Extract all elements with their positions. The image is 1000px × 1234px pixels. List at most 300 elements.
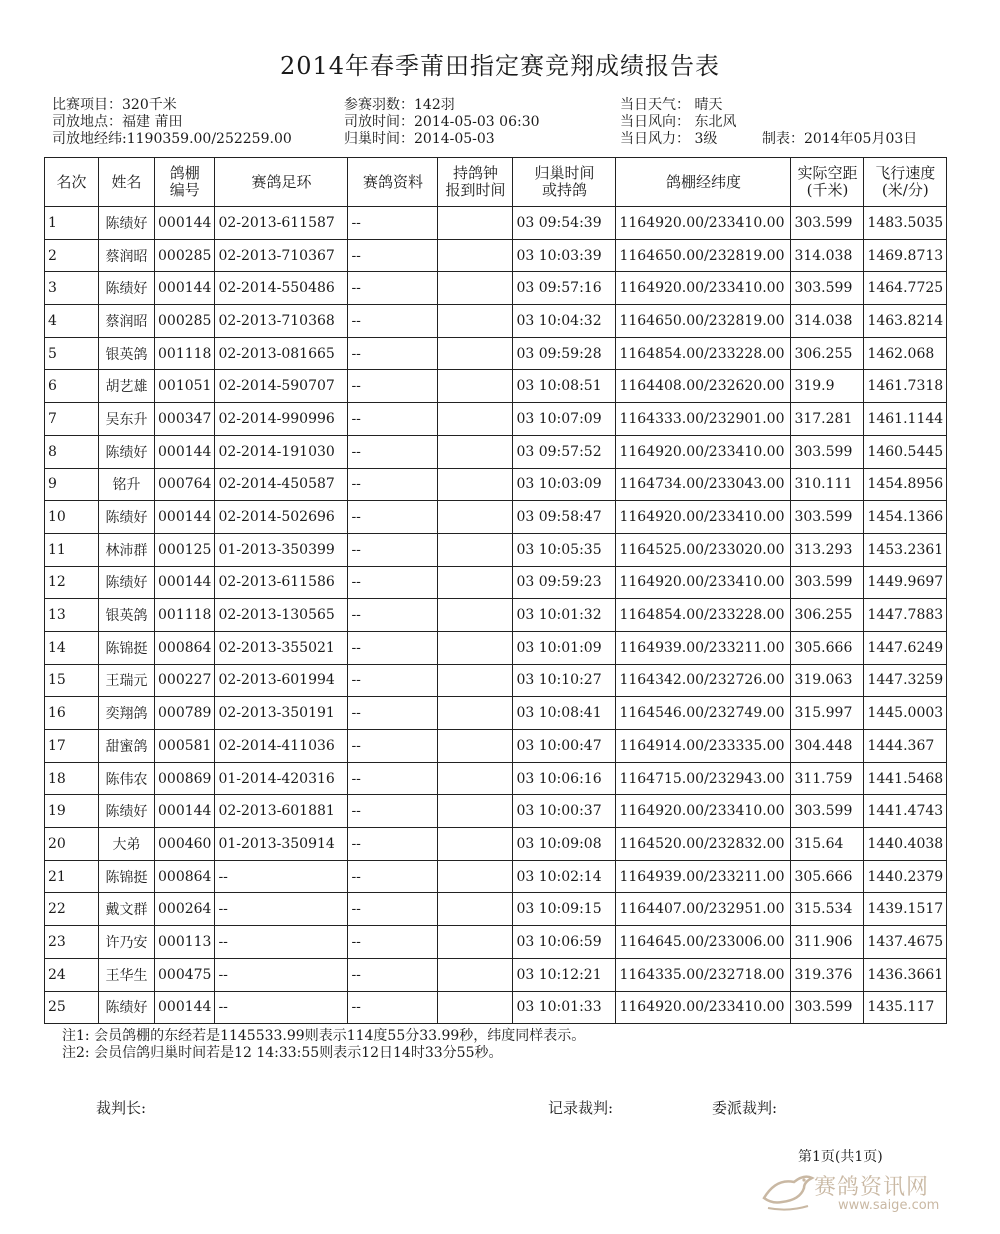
name-cell: 王瑞元 <box>99 664 155 697</box>
page-title: 2014年春季莆田指定赛竞翔成绩报告表 <box>279 52 721 80</box>
speed-cell: 1444.367 <box>864 730 947 763</box>
distance-cell: 311.906 <box>791 926 864 959</box>
loft-coords-cell: 1164920.00/233410.00 <box>616 207 791 240</box>
distance-cell: 303.599 <box>791 566 864 599</box>
pigeon-info-cell: -- <box>348 697 438 730</box>
column-header-line: 鸽棚 <box>169 164 200 182</box>
speed-cell: 1449.9697 <box>864 566 947 599</box>
loft-id-cell: 000864 <box>155 631 215 664</box>
table-row <box>45 860 947 893</box>
pigeon-info-cell: -- <box>348 730 438 763</box>
ring-number-cell: 02-2014-502696 <box>215 501 348 534</box>
watermark-site-name: 赛鸽资讯网 <box>814 1175 930 1200</box>
rank-cell: 7 <box>45 403 99 436</box>
distance-cell: 315.997 <box>791 697 864 730</box>
clock-report-time-cell <box>438 533 513 566</box>
column-header <box>864 158 947 207</box>
speed-cell: 1453.2361 <box>864 533 947 566</box>
distance-cell: 303.599 <box>791 991 864 1024</box>
column-header-line: 赛鸽资料 <box>362 172 423 191</box>
table-row <box>45 991 947 1024</box>
clock-report-time-cell <box>438 762 513 795</box>
distance-cell: 303.599 <box>791 435 864 468</box>
speed-cell: 1439.1517 <box>864 893 947 926</box>
clock-report-time-cell <box>438 435 513 468</box>
clock-report-time-cell <box>438 272 513 305</box>
name-cell: 王华生 <box>99 958 155 991</box>
column-header-line: 实际空距 <box>797 164 858 182</box>
column-header-line: (米/分) <box>881 181 929 199</box>
ring-number-cell: 02-2014-550486 <box>215 272 348 305</box>
arrival-time-cell: 03 10:06:16 <box>513 762 616 795</box>
name-cell: 陈绩好 <box>99 795 155 828</box>
rank-cell: 11 <box>45 533 99 566</box>
pigeon-info-cell: -- <box>348 958 438 991</box>
distance-cell: 303.599 <box>791 272 864 305</box>
distance-cell: 303.599 <box>791 795 864 828</box>
loft-coords-cell: 1164650.00/232819.00 <box>616 305 791 338</box>
column-header-line: 鸽棚经纬度 <box>665 172 741 191</box>
results-table <box>44 157 947 1024</box>
name-cell: 陈绩好 <box>99 566 155 599</box>
loft-coords-cell: 1164520.00/232832.00 <box>616 828 791 861</box>
speed-cell: 1437.4675 <box>864 926 947 959</box>
loft-id-cell: 000144 <box>155 795 215 828</box>
pigeon-info-cell: -- <box>348 370 438 403</box>
clock-report-time-cell <box>438 860 513 893</box>
rank-cell: 2 <box>45 239 99 272</box>
arrival-time-cell: 03 10:04:32 <box>513 305 616 338</box>
column-header-line: (千米) <box>806 181 849 199</box>
column-header <box>791 158 864 207</box>
ring-number-cell: 01-2014-420316 <box>215 762 348 795</box>
info-release-time: 司放时间：2014-05-03 06:30 <box>344 114 540 130</box>
clock-report-time-cell <box>438 599 513 632</box>
watermark-url: www.saige.com <box>838 1198 940 1213</box>
notes <box>62 1028 585 1062</box>
loft-coords-cell: 1164408.00/232620.00 <box>616 370 791 403</box>
info-weather: 当日天气： 晴天 <box>620 97 723 113</box>
clock-report-time-cell <box>438 631 513 664</box>
column-header <box>45 158 99 207</box>
loft-coords-cell: 1164650.00/232819.00 <box>616 239 791 272</box>
distance-cell: 310.111 <box>791 468 864 501</box>
rank-cell: 25 <box>45 991 99 1024</box>
ring-number-cell: 02-2014-191030 <box>215 435 348 468</box>
table-row <box>45 762 947 795</box>
speed-cell: 1435.117 <box>864 991 947 1024</box>
loft-coords-cell: 1164920.00/233410.00 <box>616 566 791 599</box>
pigeon-info-cell: -- <box>348 795 438 828</box>
distance-cell: 303.599 <box>791 207 864 240</box>
rank-cell: 15 <box>45 664 99 697</box>
pigeon-info-cell: -- <box>348 828 438 861</box>
table-row <box>45 207 947 240</box>
column-header-line: 或持鸽 <box>541 181 587 199</box>
loft-coords-cell: 1164342.00/232726.00 <box>616 664 791 697</box>
loft-coords-cell: 1164920.00/233410.00 <box>616 795 791 828</box>
loft-id-cell: 000285 <box>155 305 215 338</box>
clock-report-time-cell <box>438 239 513 272</box>
loft-coords-cell: 1164333.00/232901.00 <box>616 403 791 436</box>
arrival-time-cell: 03 10:03:09 <box>513 468 616 501</box>
distance-cell: 314.038 <box>791 239 864 272</box>
arrival-time-cell: 03 10:07:09 <box>513 403 616 436</box>
loft-coords-cell: 1164734.00/233043.00 <box>616 468 791 501</box>
rank-cell: 20 <box>45 828 99 861</box>
arrival-time-cell: 03 10:05:35 <box>513 533 616 566</box>
speed-cell: 1462.068 <box>864 337 947 370</box>
ring-number-cell: -- <box>215 860 348 893</box>
rank-cell: 12 <box>45 566 99 599</box>
loft-id-cell: 000869 <box>155 762 215 795</box>
column-header <box>348 158 438 207</box>
clock-report-time-cell <box>438 566 513 599</box>
arrival-time-cell: 03 09:54:39 <box>513 207 616 240</box>
pigeon-info-cell: -- <box>348 664 438 697</box>
distance-cell: 306.255 <box>791 599 864 632</box>
column-header-line: 姓名 <box>111 172 142 191</box>
loft-coords-cell: 1164920.00/233410.00 <box>616 435 791 468</box>
speed-cell: 1454.8956 <box>864 468 947 501</box>
column-header <box>99 158 155 207</box>
speed-cell: 1436.3661 <box>864 958 947 991</box>
rank-cell: 10 <box>45 501 99 534</box>
loft-coords-cell: 1164920.00/233410.00 <box>616 991 791 1024</box>
speed-cell: 1441.5468 <box>864 762 947 795</box>
clock-report-time-cell <box>438 370 513 403</box>
pigeon-info-cell: -- <box>348 272 438 305</box>
name-cell: 吴东升 <box>99 403 155 436</box>
name-cell: 蔡润昭 <box>99 239 155 272</box>
table-row <box>45 730 947 763</box>
name-cell: 银英鸽 <box>99 599 155 632</box>
pigeon-info-cell: -- <box>348 468 438 501</box>
loft-id-cell: 000144 <box>155 991 215 1024</box>
clock-report-time-cell <box>438 337 513 370</box>
rank-cell: 1 <box>45 207 99 240</box>
clock-report-time-cell <box>438 795 513 828</box>
column-header-line: 归巢时间 <box>534 164 595 182</box>
loft-coords-cell: 1164920.00/233410.00 <box>616 272 791 305</box>
table-row <box>45 435 947 468</box>
ring-number-cell: 02-2013-130565 <box>215 599 348 632</box>
info-release-coords: 司放地经纬:1190359.00/252259.00 <box>52 131 292 147</box>
distance-cell: 306.255 <box>791 337 864 370</box>
rank-cell: 19 <box>45 795 99 828</box>
loft-id-cell: 000125 <box>155 533 215 566</box>
speed-cell: 1440.4038 <box>864 828 947 861</box>
loft-coords-cell: 1164914.00/233335.00 <box>616 730 791 763</box>
arrival-time-cell: 03 10:06:59 <box>513 926 616 959</box>
table-row <box>45 697 947 730</box>
loft-coords-cell: 1164939.00/233211.00 <box>616 631 791 664</box>
table-row <box>45 795 947 828</box>
ring-number-cell: -- <box>215 991 348 1024</box>
rank-cell: 3 <box>45 272 99 305</box>
ring-number-cell: 02-2013-601881 <box>215 795 348 828</box>
table-row <box>45 828 947 861</box>
name-cell: 林沛群 <box>99 533 155 566</box>
pigeon-info-cell: -- <box>348 893 438 926</box>
clock-report-time-cell <box>438 664 513 697</box>
rank-cell: 13 <box>45 599 99 632</box>
table-row <box>45 533 947 566</box>
note-1: 注1: 会员鸽棚的东经若是1145533.99则表示114度55分33.99秒，纬度同样表示。 <box>62 1028 586 1044</box>
table-row <box>45 501 947 534</box>
column-header <box>155 158 215 207</box>
loft-id-cell: 000347 <box>155 403 215 436</box>
column-header <box>513 158 616 207</box>
rank-cell: 21 <box>45 860 99 893</box>
column-header-line: 名次 <box>56 172 87 191</box>
table-row <box>45 566 947 599</box>
ring-number-cell: 01-2013-350399 <box>215 533 348 566</box>
column-header-line: 赛鸽足环 <box>251 172 312 191</box>
table-row <box>45 893 947 926</box>
loft-id-cell: 000460 <box>155 828 215 861</box>
name-cell: 奕翔鸽 <box>99 697 155 730</box>
speed-cell: 1461.7318 <box>864 370 947 403</box>
column-header <box>438 158 513 207</box>
name-cell: 蔡润昭 <box>99 305 155 338</box>
pigeon-info-cell: -- <box>348 533 438 566</box>
results-body <box>45 207 947 1024</box>
rank-cell: 4 <box>45 305 99 338</box>
distance-cell: 315.64 <box>791 828 864 861</box>
loft-id-cell: 000789 <box>155 697 215 730</box>
loft-id-cell: 000144 <box>155 207 215 240</box>
rank-cell: 8 <box>45 435 99 468</box>
arrival-time-cell: 03 10:02:14 <box>513 860 616 893</box>
loft-coords-cell: 1164645.00/233006.00 <box>616 926 791 959</box>
info-made-date: 制表：2014年05月03日 <box>762 131 918 147</box>
distance-cell: 319.063 <box>791 664 864 697</box>
pigeon-info-cell: -- <box>348 762 438 795</box>
pigeon-info-cell: -- <box>348 566 438 599</box>
ring-number-cell: 02-2013-081665 <box>215 337 348 370</box>
table-row <box>45 337 947 370</box>
record-referee-label: 记录裁判: <box>548 1099 614 1117</box>
page-number: 第1页(共1页) <box>798 1149 883 1165</box>
info-entries: 参赛羽数：142羽 <box>344 97 455 113</box>
ring-number-cell: 02-2013-350191 <box>215 697 348 730</box>
pigeon-info-cell: -- <box>348 337 438 370</box>
arrival-time-cell: 03 10:03:39 <box>513 239 616 272</box>
distance-cell: 319.9 <box>791 370 864 403</box>
pigeon-info-cell: -- <box>348 501 438 534</box>
arrival-time-cell: 03 10:10:27 <box>513 664 616 697</box>
column-header <box>215 158 348 207</box>
loft-id-cell: 001118 <box>155 599 215 632</box>
ring-number-cell: 01-2013-350914 <box>215 828 348 861</box>
loft-coords-cell: 1164854.00/233228.00 <box>616 599 791 632</box>
loft-id-cell: 000264 <box>155 893 215 926</box>
name-cell: 陈绩好 <box>99 272 155 305</box>
chief-referee-label: 裁判长: <box>96 1099 147 1117</box>
rank-cell: 14 <box>45 631 99 664</box>
loft-coords-cell: 1164525.00/233020.00 <box>616 533 791 566</box>
loft-coords-cell: 1164335.00/232718.00 <box>616 958 791 991</box>
clock-report-time-cell <box>438 828 513 861</box>
loft-id-cell: 000227 <box>155 664 215 697</box>
arrival-time-cell: 03 10:12:21 <box>513 958 616 991</box>
arrival-time-cell: 03 09:57:16 <box>513 272 616 305</box>
name-cell: 大弟 <box>99 828 155 861</box>
speed-cell: 1440.2379 <box>864 860 947 893</box>
table-row <box>45 664 947 697</box>
info-return-time: 归巢时间：2014-05-03 <box>344 131 495 147</box>
loft-id-cell: 000581 <box>155 730 215 763</box>
arrival-time-cell: 03 10:08:51 <box>513 370 616 403</box>
arrival-time-cell: 03 09:58:47 <box>513 501 616 534</box>
delegate-referee-label: 委派裁判: <box>712 1099 778 1117</box>
loft-coords-cell: 1164715.00/232943.00 <box>616 762 791 795</box>
rank-cell: 23 <box>45 926 99 959</box>
table-row <box>45 958 947 991</box>
note-2: 注2: 会员信鸽归巢时间若是12 14:33:55则表示12日14时33分55秒。 <box>62 1045 503 1061</box>
table-row <box>45 926 947 959</box>
clock-report-time-cell <box>438 403 513 436</box>
rank-cell: 5 <box>45 337 99 370</box>
ring-number-cell: -- <box>215 958 348 991</box>
ring-number-cell: 02-2014-450587 <box>215 468 348 501</box>
arrival-time-cell: 03 10:00:37 <box>513 795 616 828</box>
info-wind-force: 当日风力： 3级 <box>620 131 718 147</box>
name-cell: 银英鸽 <box>99 337 155 370</box>
distance-cell: 317.281 <box>791 403 864 436</box>
loft-coords-cell: 1164939.00/233211.00 <box>616 860 791 893</box>
pigeon-info-cell: -- <box>348 631 438 664</box>
ring-number-cell: 02-2013-601994 <box>215 664 348 697</box>
speed-cell: 1460.5445 <box>864 435 947 468</box>
table-row <box>45 305 947 338</box>
column-header-line: 飞行速度 <box>875 164 936 182</box>
pigeon-info-cell: -- <box>348 926 438 959</box>
loft-id-cell: 001051 <box>155 370 215 403</box>
speed-cell: 1464.7725 <box>864 272 947 305</box>
name-cell: 陈绩好 <box>99 501 155 534</box>
speed-cell: 1483.5035 <box>864 207 947 240</box>
table-row <box>45 631 947 664</box>
pigeon-info-cell: -- <box>348 860 438 893</box>
speed-cell: 1461.1144 <box>864 403 947 436</box>
clock-report-time-cell <box>438 958 513 991</box>
clock-report-time-cell <box>438 926 513 959</box>
watermark <box>760 1168 970 1218</box>
distance-cell: 319.376 <box>791 958 864 991</box>
rank-cell: 24 <box>45 958 99 991</box>
clock-report-time-cell <box>438 207 513 240</box>
speed-cell: 1469.8713 <box>864 239 947 272</box>
ring-number-cell: 02-2013-355021 <box>215 631 348 664</box>
clock-report-time-cell <box>438 305 513 338</box>
name-cell: 陈锦挺 <box>99 860 155 893</box>
clock-report-time-cell <box>438 893 513 926</box>
rank-cell: 9 <box>45 468 99 501</box>
rank-cell: 16 <box>45 697 99 730</box>
name-cell: 许乃安 <box>99 926 155 959</box>
pigeon-logo-icon <box>760 1168 816 1214</box>
clock-report-time-cell <box>438 501 513 534</box>
info-event: 比赛项目：320千米 <box>52 97 177 113</box>
ring-number-cell: 02-2013-611586 <box>215 566 348 599</box>
rank-cell: 18 <box>45 762 99 795</box>
loft-coords-cell: 1164854.00/233228.00 <box>616 337 791 370</box>
column-header-line: 编号 <box>169 181 200 199</box>
info-wind-direction: 当日风向： 东北风 <box>620 114 737 130</box>
distance-cell: 313.293 <box>791 533 864 566</box>
table-row <box>45 403 947 436</box>
arrival-time-cell: 03 09:59:23 <box>513 566 616 599</box>
loft-id-cell: 000475 <box>155 958 215 991</box>
column-header-line: 报到时间 <box>445 181 506 199</box>
table-row <box>45 272 947 305</box>
ring-number-cell: -- <box>215 893 348 926</box>
speed-cell: 1447.7883 <box>864 599 947 632</box>
name-cell: 陈绩好 <box>99 991 155 1024</box>
name-cell: 胡艺雄 <box>99 370 155 403</box>
loft-coords-cell: 1164407.00/232951.00 <box>616 893 791 926</box>
name-cell: 陈绩好 <box>99 207 155 240</box>
table-row <box>45 599 947 632</box>
loft-id-cell: 000285 <box>155 239 215 272</box>
speed-cell: 1445.0003 <box>864 697 947 730</box>
pigeon-info-cell: -- <box>348 403 438 436</box>
loft-id-cell: 000144 <box>155 566 215 599</box>
rank-cell: 22 <box>45 893 99 926</box>
arrival-time-cell: 03 09:59:28 <box>513 337 616 370</box>
speed-cell: 1463.8214 <box>864 305 947 338</box>
rank-cell: 6 <box>45 370 99 403</box>
pigeon-info-cell: -- <box>348 599 438 632</box>
ring-number-cell: 02-2013-710368 <box>215 305 348 338</box>
distance-cell: 305.666 <box>791 860 864 893</box>
arrival-time-cell: 03 10:00:47 <box>513 730 616 763</box>
speed-cell: 1454.1366 <box>864 501 947 534</box>
ring-number-cell: 02-2013-611587 <box>215 207 348 240</box>
speed-cell: 1441.4743 <box>864 795 947 828</box>
pigeon-info-cell: -- <box>348 207 438 240</box>
arrival-time-cell: 03 10:09:08 <box>513 828 616 861</box>
distance-cell: 314.038 <box>791 305 864 338</box>
arrival-time-cell: 03 10:01:32 <box>513 599 616 632</box>
column-header <box>616 158 791 207</box>
arrival-time-cell: 03 10:01:33 <box>513 991 616 1024</box>
loft-id-cell: 000144 <box>155 272 215 305</box>
name-cell: 铭升 <box>99 468 155 501</box>
loft-id-cell: 001118 <box>155 337 215 370</box>
arrival-time-cell: 03 09:57:52 <box>513 435 616 468</box>
distance-cell: 315.534 <box>791 893 864 926</box>
arrival-time-cell: 03 10:01:09 <box>513 631 616 664</box>
pigeon-info-cell: -- <box>348 435 438 468</box>
clock-report-time-cell <box>438 730 513 763</box>
table-header-row <box>45 158 947 207</box>
ring-number-cell: 02-2013-710367 <box>215 239 348 272</box>
speed-cell: 1447.3259 <box>864 664 947 697</box>
loft-coords-cell: 1164546.00/232749.00 <box>616 697 791 730</box>
clock-report-time-cell <box>438 468 513 501</box>
info-release-site: 司放地点：福建 莆田 <box>52 114 183 130</box>
clock-report-time-cell <box>438 697 513 730</box>
distance-cell: 305.666 <box>791 631 864 664</box>
ring-number-cell: 02-2014-411036 <box>215 730 348 763</box>
name-cell: 陈伟农 <box>99 762 155 795</box>
name-cell: 陈绩好 <box>99 435 155 468</box>
loft-id-cell: 000113 <box>155 926 215 959</box>
ring-number-cell: -- <box>215 926 348 959</box>
